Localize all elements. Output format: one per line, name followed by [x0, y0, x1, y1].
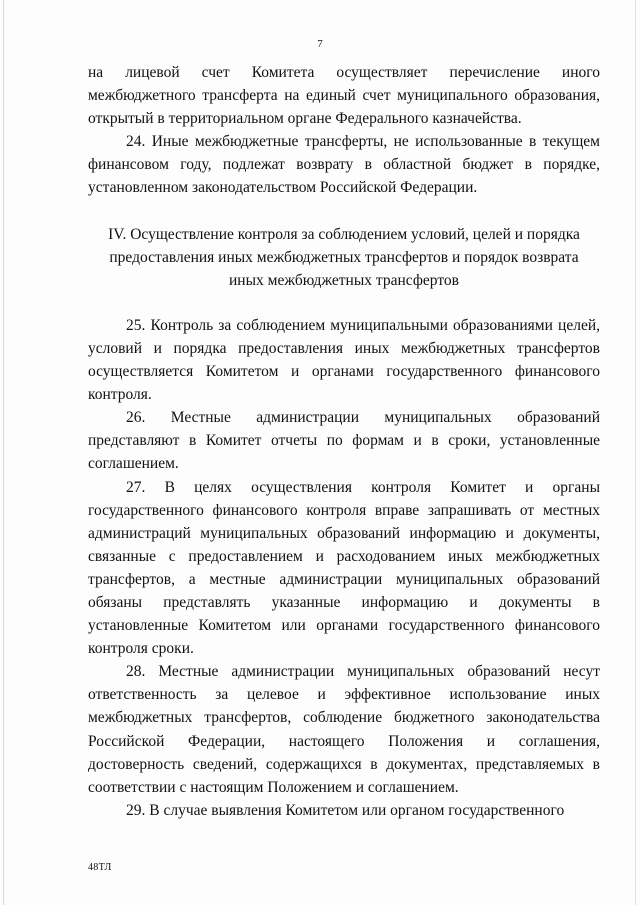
paragraph-continuation: на лицевой счет Комитета осуществляет перечисление иного межбюджетного трансферта на единый счет муниципального образования, открытый в территориальном органе Федерального казначейства.: [88, 64, 600, 128]
document-body: [88, 61, 600, 822]
section-heading-line-2: предоставления иных межбюджетных трансфертов и порядок возврата: [109, 248, 579, 266]
paragraph-26: 26. Местные администрации муниципальных образований представляют в Комитет отчеты по формам и в сроки, установленные соглашением.: [88, 409, 600, 473]
page-number: 7: [317, 38, 323, 50]
paragraph-24: 24. Иные межбюджетные трансферты, не использованные в текущем финансовом году, подлежат возврату в областной бюджет в порядке, установленном законодательством Российской Федерации.: [88, 133, 600, 197]
paragraph-27: 27. В целях осуществления контроля Комитет и органы государственного финансового контроля вправе запрашивать от местных администраций муниципальных образований информацию и документы, связанные с предоставлением и расходованием иных межбюджетных трансфертов, а местные администрации муниципальных образований обязаны представлять указанные информацию и документы в установленные Комитетом или органами государственного финансового контроля сроки.: [88, 478, 600, 658]
section-heading-line-1: IV. Осуществление контроля за соблюдением условий, целей и порядка: [108, 225, 580, 243]
footer-code: 48ТЛ: [88, 862, 112, 873]
section-heading-line-3: иных межбюджетных трансфертов: [229, 271, 459, 289]
section-heading: [88, 223, 600, 292]
paragraph-28: 28. Местные администрации муниципальных образований несут ответственность за целевое и эффективное использование иных межбюджетных трансфертов, соблюдение бюджетного законодательства Российской Федерации, настоящего Положения и соглашения, достоверность сведений, содержащихся в документах, представляемых в соответствии с настоящим Положением и соглашением.: [88, 663, 600, 796]
paragraph-25: 25. Контроль за соблюдением муниципальными образованиями целей, условий и порядка предоставления иных межбюджетных трансфертов осуществляется Комитетом и органами государственного финансового контроля.: [88, 316, 600, 404]
scan-edge-left: [3, 0, 4, 905]
paragraph-29: 29. В случае выявления Комитетом или органом государственного: [126, 801, 565, 819]
scan-edge-right: [635, 0, 636, 905]
